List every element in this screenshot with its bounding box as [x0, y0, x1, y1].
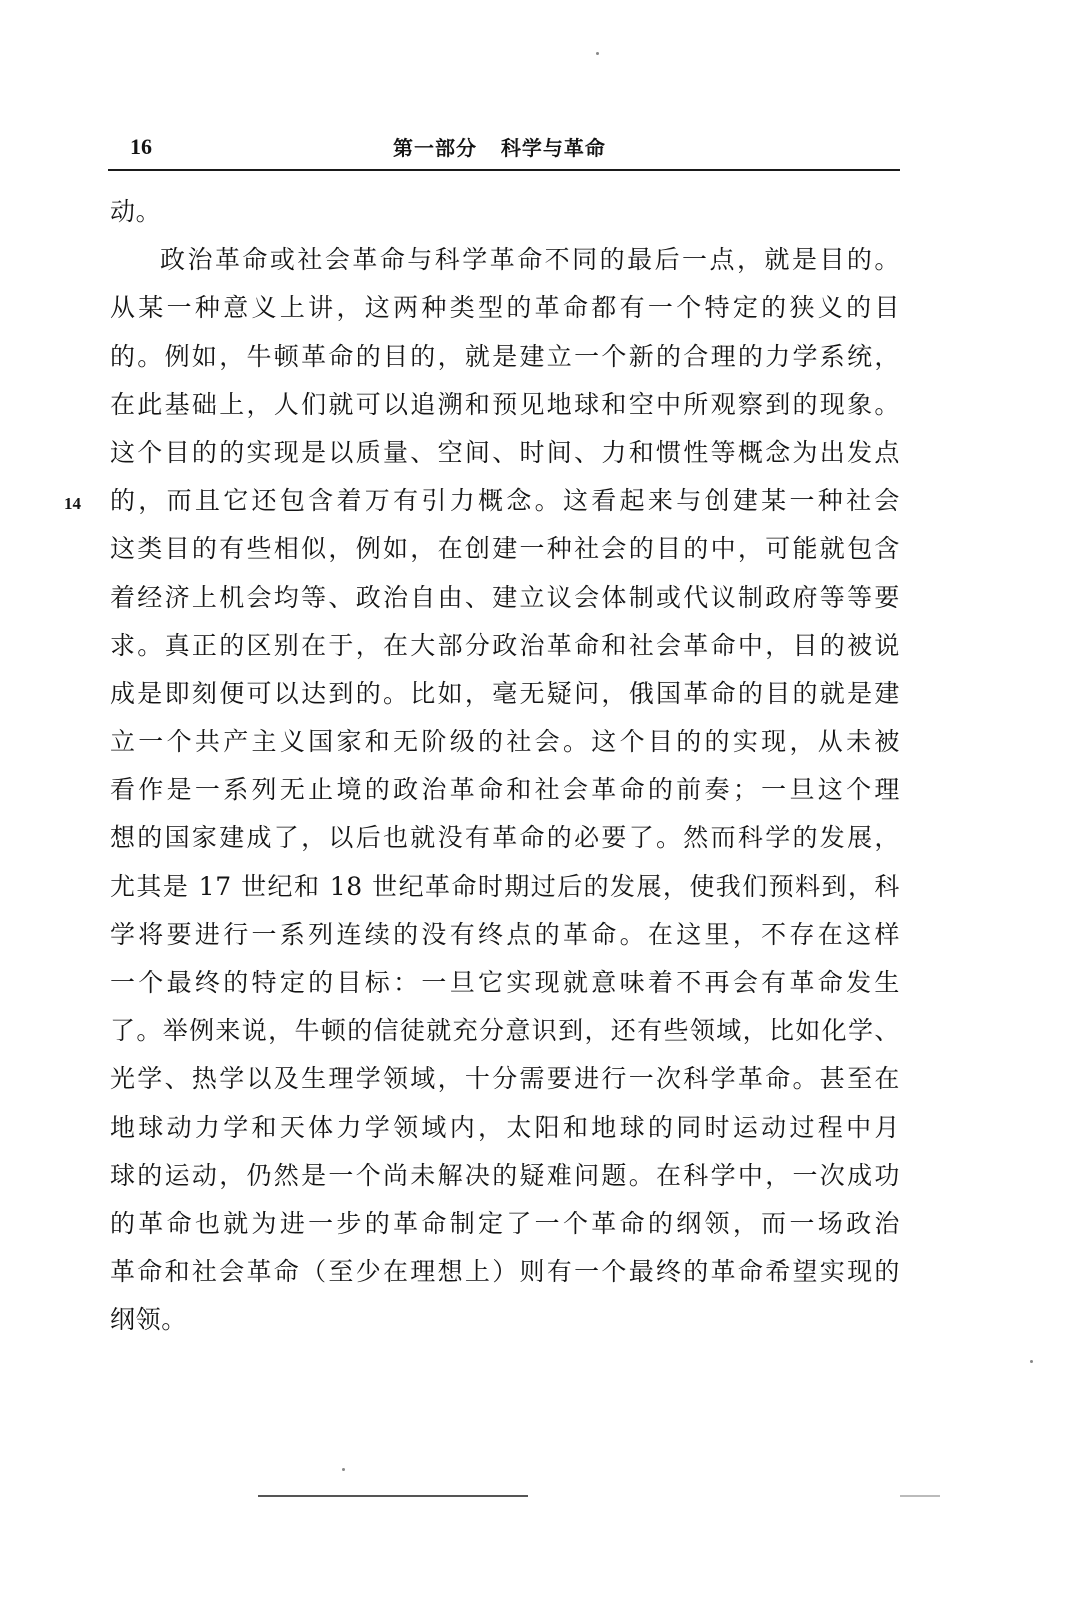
page-number: 16 [130, 134, 152, 159]
scan-speck [342, 1468, 345, 1471]
margin-page-reference: 14 [64, 494, 81, 513]
text-line: 这个目的的实现是以质量、空间、时间、力和惯性等概念为出发点 [110, 437, 900, 467]
header-rule [108, 169, 900, 171]
text-line: 尤其是 17 世纪和 18 世纪革命时期过后的发展，使我们预料到，科 [110, 871, 900, 901]
text-line: 学将要进行一系列连续的没有终点的革命。在这里，不存在这样 [110, 919, 900, 949]
body-text [110, 188, 900, 1345]
text-line: 了。举例来说，牛顿的信徒就充分意识到，还有些领域，比如化学、 [110, 1016, 900, 1046]
text-line: 看作是一系列无止境的政治革命和社会革命的前奏；一旦这个理 [110, 775, 900, 805]
text-line: 光学、热学以及生理学领域，十分需要进行一次科学革命。甚至在 [110, 1064, 900, 1094]
text-line: 的，而且它还包含着万有引力概念。这看起来与创建某一种社会 [110, 486, 900, 516]
text-line: 成是即刻便可以达到的。比如，毫无疑问，俄国革命的目的就是建 [110, 678, 900, 708]
text-line: 着经济上机会均等、政治自由、建立议会体制或代议制政府等等要 [110, 582, 900, 612]
text-line: 一个最终的特定的目标：一旦它实现就意味着不再会有革命发生 [110, 968, 900, 997]
text-line: 地球动力学和天体力学领域内，太阳和地球的同时运动过程中月 [110, 1112, 900, 1142]
text-line: 在此基础上，人们就可以追溯和预见地球和空中所观察到的现象。 [110, 389, 900, 419]
footer-rule [258, 1495, 528, 1497]
text-line: 的。例如，牛顿革命的目的，就是建立一个新的合理的力学系统， [110, 341, 900, 371]
text-line: 这类目的有些相似，例如，在创建一种社会的目的中，可能就包含 [110, 534, 900, 564]
text-line: 的革命也就为进一步的革命制定了一个革命的纲领，而一场政治 [110, 1208, 900, 1238]
text-line: 革命和社会革命（至少在理想上）则有一个最终的革命希望实现的 [110, 1257, 900, 1287]
text-line: 政治革命或社会革命与科学革命不同的最后一点，就是目的。 [160, 245, 900, 275]
text-line: 球的运动，仍然是一个尚未解决的疑难问题。在科学中，一次成功 [110, 1160, 900, 1190]
text-line: 求。真正的区别在于，在大部分政治革命和社会革命中，目的被说 [110, 630, 900, 660]
text-line: 从某一种意义上讲，这两种类型的革命都有一个特定的狭义的目 [110, 293, 900, 323]
scan-speck [596, 52, 599, 55]
scan-speck [1030, 1360, 1033, 1363]
text-line: 想的国家建成了，以后也就没有革命的必要了。然而科学的发展， [110, 823, 900, 853]
page-header [108, 128, 898, 168]
text-line: 纲领。 [110, 1305, 187, 1335]
footer-rule-fragment [900, 1495, 940, 1497]
text-line: 立一个共产主义国家和无阶级的社会。这个目的的实现，从未被 [110, 727, 900, 757]
text-line: 动。 [110, 197, 162, 226]
running-head: 第一部分 科学与革命 [393, 136, 606, 160]
